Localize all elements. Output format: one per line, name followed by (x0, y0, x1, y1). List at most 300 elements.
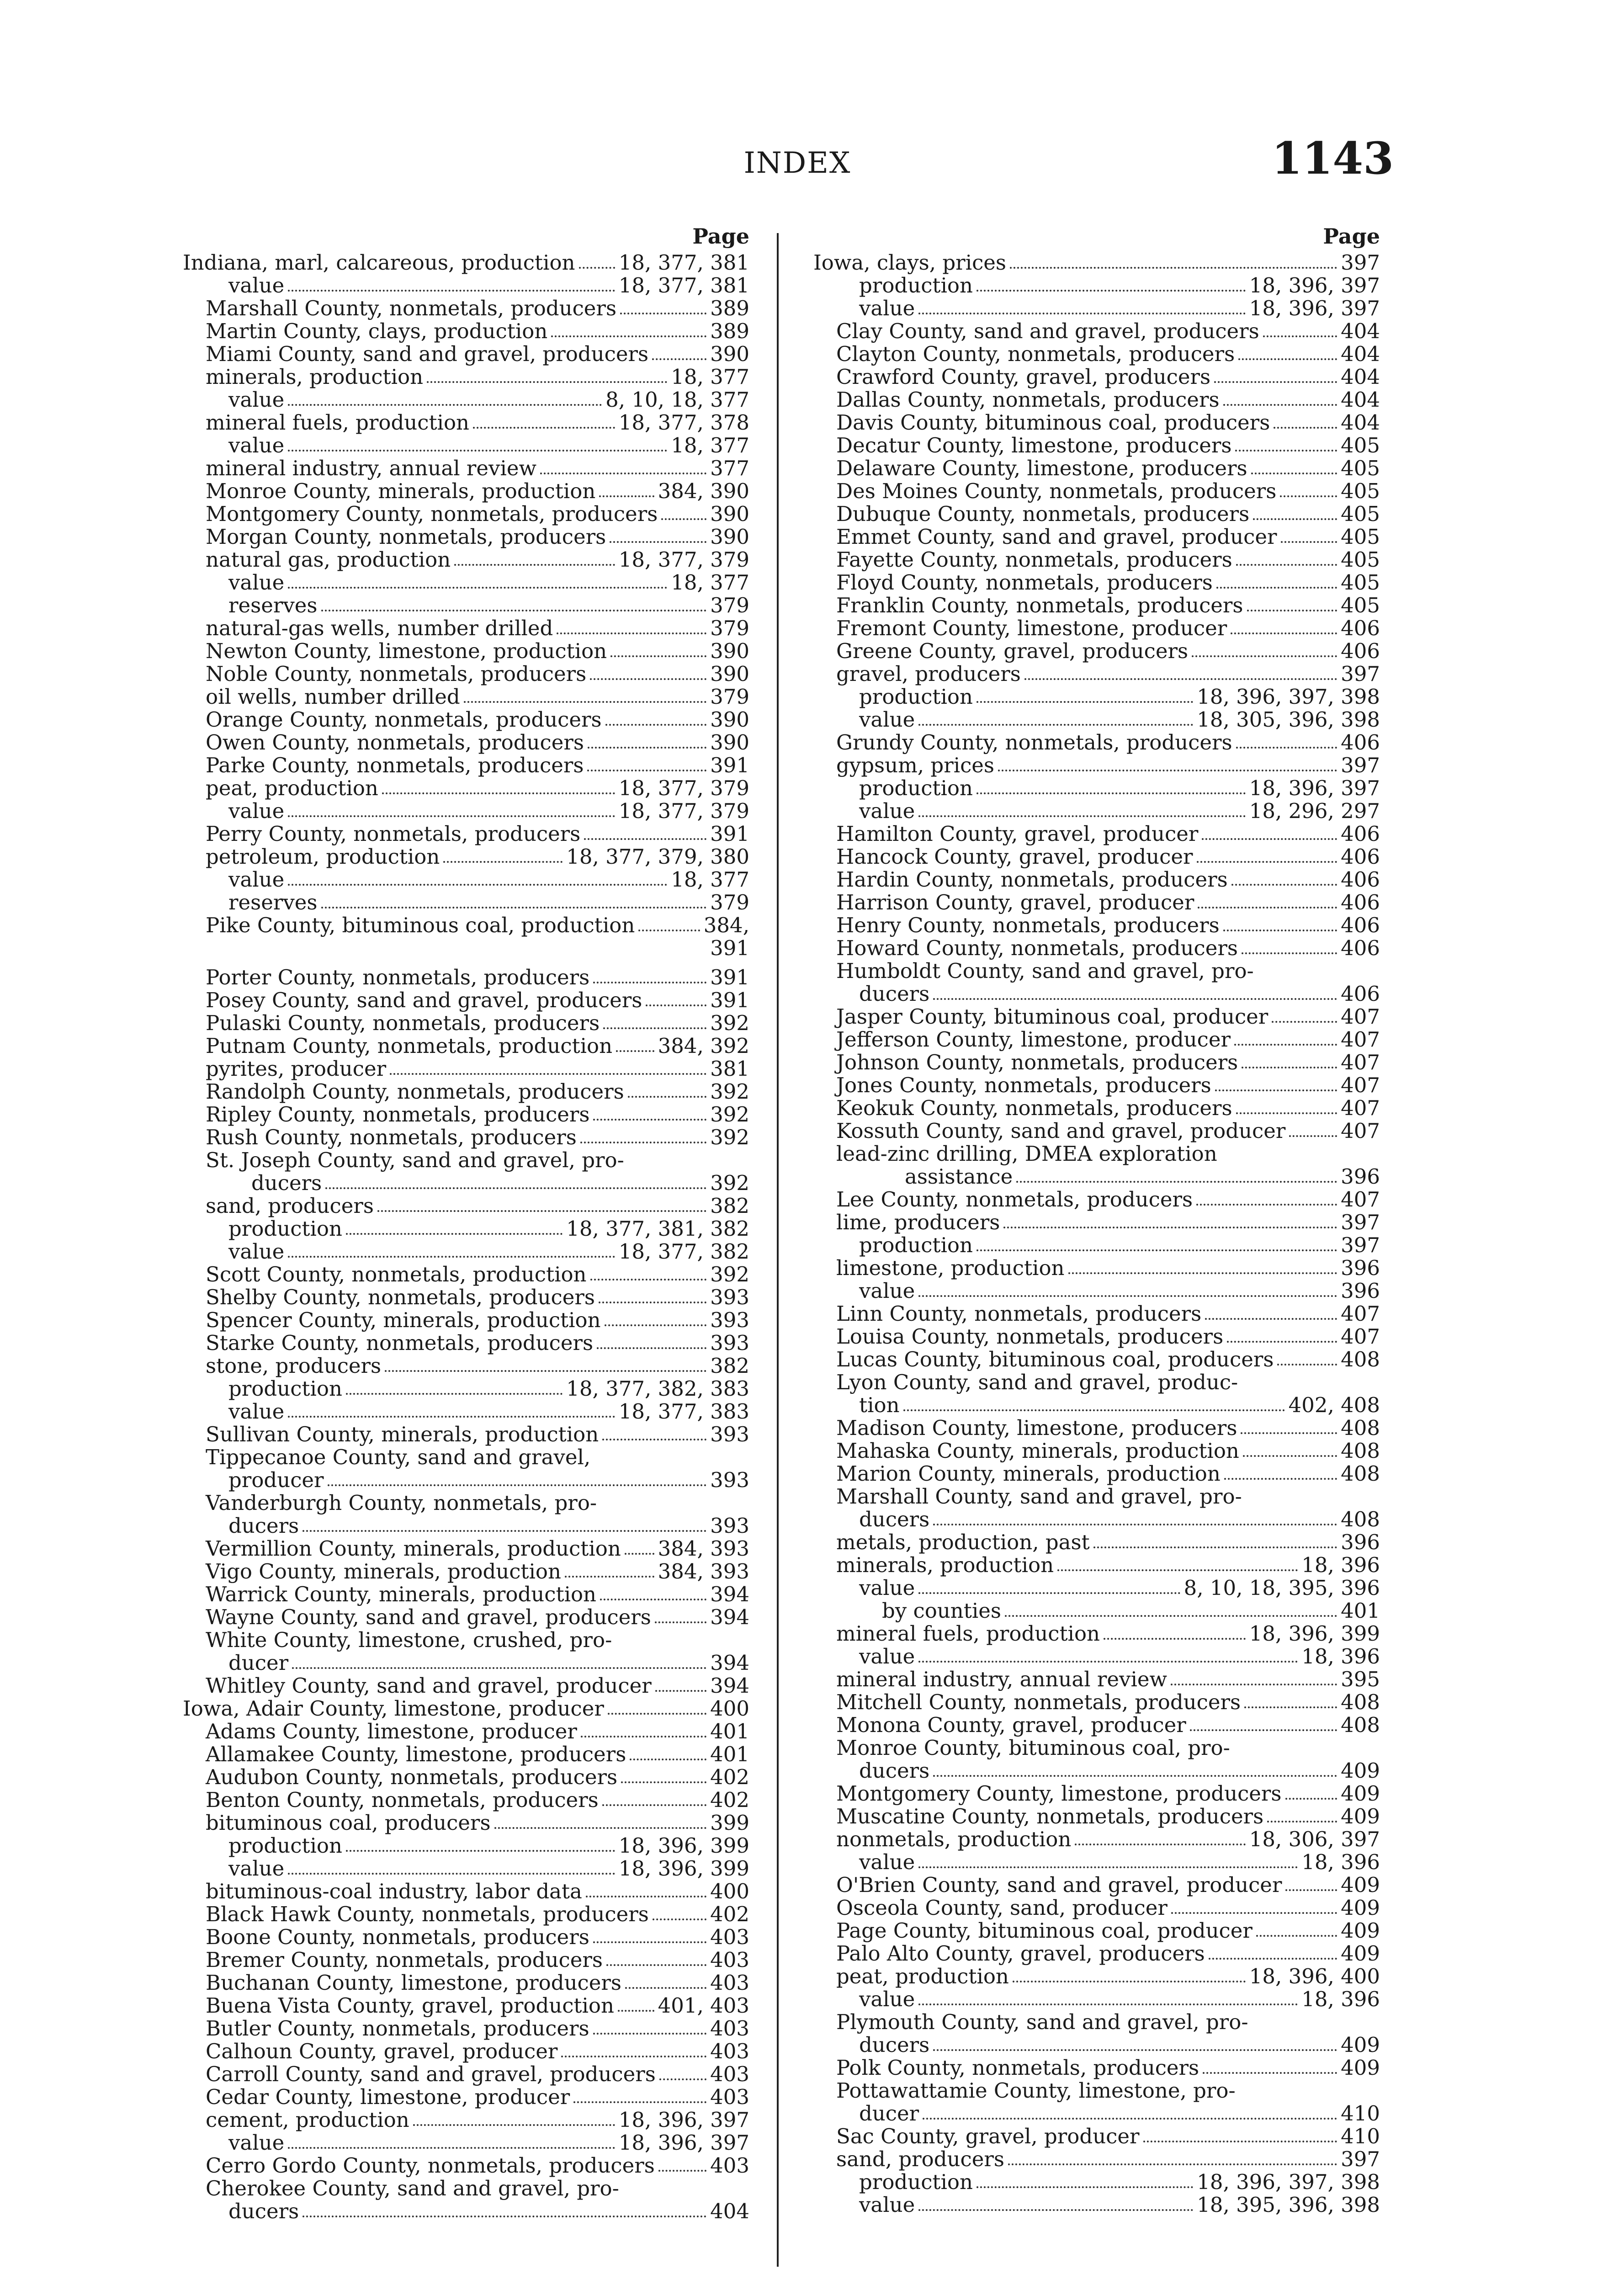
index-entry (183, 1217, 749, 1240)
entry-text: Emmet County, sand and gravel, producer (836, 525, 1277, 549)
dot-leader (977, 1249, 1337, 1251)
dot-leader (1285, 1798, 1337, 1800)
left-index-column (183, 224, 749, 2223)
entry-text: Vermillion County, minerals, production (206, 1536, 621, 1561)
entry-text: value (228, 799, 285, 823)
entry-pages: 396 (1341, 1164, 1380, 1189)
entry-pages: 392 (710, 1262, 749, 1286)
dot-leader (1238, 358, 1337, 360)
dot-leader (593, 1119, 706, 1121)
index-entry (813, 1805, 1380, 1828)
index-entry (183, 1629, 749, 1652)
dot-leader (1104, 1638, 1246, 1640)
index-entry (183, 1949, 749, 1971)
index-entry (183, 1743, 749, 1766)
index-entry (183, 2109, 749, 2131)
entry-pages: 18, 396, 397 (618, 2108, 749, 2132)
entry-pages: 18, 377, 379, 380 (566, 845, 749, 869)
entry-pages: 402 (710, 1765, 749, 1789)
entry-pages: 409 (1341, 1873, 1380, 1897)
index-entry (813, 754, 1380, 777)
dot-leader (1243, 1455, 1337, 1457)
entry-pages: 18, 395, 396, 398 (1197, 2193, 1380, 2217)
dot-leader (1241, 1432, 1337, 1434)
entry-text: Adams County, limestone, producer (206, 1719, 577, 1743)
index-entry (183, 411, 749, 434)
index-entry (183, 526, 749, 548)
index-entry (183, 1926, 749, 1949)
entry-text: lead-zinc drilling, DMEA exploration (836, 1142, 1217, 1166)
entry-text: value (859, 707, 915, 732)
index-entry (183, 2086, 749, 2109)
index-entry (183, 457, 749, 480)
dot-leader (903, 1409, 1285, 1411)
index-entry (813, 2034, 1380, 2056)
dot-leader (918, 1592, 1180, 1594)
index-entry (813, 1074, 1380, 1097)
entry-pages: 391 (710, 988, 749, 1012)
entry-pages: 409 (1341, 2033, 1380, 2057)
dot-leader (1224, 1478, 1337, 1480)
index-entry (183, 1377, 749, 1400)
entry-pages: 408 (1341, 1507, 1380, 1531)
index-entry (813, 1371, 1380, 1394)
dot-leader (628, 1096, 706, 1098)
entry-pages: 407 (1341, 1119, 1380, 1143)
index-entry (183, 1446, 749, 1469)
dot-leader (581, 1736, 706, 1738)
dot-leader (1274, 427, 1337, 429)
entry-text: Page County, bituminous coal, producer (836, 1918, 1252, 1943)
dot-leader (288, 884, 667, 886)
entry-text: Orange County, nonmetals, producers (206, 707, 602, 732)
entry-text: producer (228, 1468, 324, 1492)
entry-pages: 390 (710, 707, 749, 732)
entry-text: value (228, 570, 285, 595)
dot-leader (630, 1759, 706, 1760)
entry-pages: 18, 396, 397 (618, 2131, 749, 2155)
index-entry (183, 989, 749, 1012)
index-entry (183, 1263, 749, 1286)
dot-leader (1205, 1318, 1337, 1320)
dot-leader (1244, 1706, 1337, 1708)
index-entry (183, 297, 749, 320)
entry-pages: 406 (1341, 639, 1380, 663)
dot-leader (1013, 1981, 1246, 1982)
dot-leader (606, 1964, 706, 1966)
dot-leader (998, 770, 1337, 771)
index-entry (183, 2063, 749, 2086)
entry-pages: 379 (710, 616, 749, 640)
dot-leader (590, 1279, 707, 1281)
index-entry (813, 617, 1380, 640)
entry-pages: 18, 377, 379 (618, 547, 749, 572)
dot-leader (579, 267, 615, 269)
entry-text: Floyd County, nonmetals, producers (836, 570, 1213, 595)
entry-text: Cerro Gordo County, nonmetals, producers (206, 2153, 655, 2178)
dot-leader (1202, 838, 1337, 840)
dot-leader (1075, 1844, 1245, 1845)
entry-text: value (859, 1987, 915, 2011)
entry-pages: 405 (1341, 593, 1380, 617)
entry-text: Cherokee County, sand and gravel, pro- (206, 2176, 619, 2200)
entry-text: Clay County, sand and gravel, producers (836, 319, 1259, 343)
index-entry (813, 1577, 1380, 1600)
dot-leader (288, 290, 615, 292)
entry-text: value (228, 433, 285, 457)
dot-leader (658, 2170, 706, 2172)
dot-leader (1231, 632, 1337, 634)
dot-leader (1215, 1089, 1337, 1091)
entry-text: Porter County, nonmetals, producers (206, 965, 590, 989)
index-entry (813, 457, 1380, 480)
index-entry (813, 1280, 1380, 1302)
dot-leader (1253, 518, 1337, 520)
entry-text: Clayton County, nonmetals, producers (836, 342, 1235, 366)
index-entry (183, 1537, 749, 1560)
dot-leader (638, 930, 700, 931)
entry-pages: 408 (1341, 1416, 1380, 1440)
entry-text: Keokuk County, nonmetals, producers (836, 1096, 1232, 1120)
index-entry (813, 1554, 1380, 1577)
entry-text: Hardin County, nonmetals, producers (836, 867, 1228, 892)
entry-text: Carroll County, sand and gravel, producers (206, 2062, 656, 2086)
dot-leader (593, 2033, 706, 2035)
dot-leader (573, 2101, 706, 2103)
index-entry (183, 1560, 749, 1583)
entry-text: Martin County, clays, production (206, 319, 548, 343)
entry-pages: 404 (1341, 342, 1380, 366)
dot-leader (655, 1621, 706, 1623)
dot-leader (473, 427, 615, 429)
entry-text: Butler County, nonmetals, producers (206, 2016, 589, 2041)
entry-text: Noble County, nonmetals, producers (206, 662, 587, 686)
index-entry (183, 434, 749, 457)
entry-text: Marion County, minerals, production (836, 1461, 1221, 1486)
index-entry (183, 1789, 749, 1812)
index-entry (813, 1417, 1380, 1440)
index-entry (813, 845, 1380, 868)
entry-pages: 405 (1341, 547, 1380, 572)
entry-text: Greene County, gravel, producers (836, 639, 1189, 663)
entry-text: Howard County, nonmetals, producers (836, 936, 1238, 960)
entry-text: Parke County, nonmetals, producers (206, 753, 584, 777)
dot-leader (1214, 381, 1337, 383)
dot-leader (620, 313, 706, 314)
index-entry (183, 937, 749, 960)
entry-text: Ripley County, nonmetals, producers (206, 1102, 590, 1127)
entry-pages: 18, 396 (1301, 1987, 1380, 2011)
dot-leader (599, 1302, 706, 1303)
index-entry (813, 1942, 1380, 1965)
entry-pages: 18, 396, 397 (1249, 273, 1380, 298)
dot-leader (540, 473, 706, 474)
entry-text: minerals, production (836, 1553, 1054, 1577)
dot-leader (652, 358, 706, 360)
index-entry (813, 1234, 1380, 1257)
entry-text: Mitchell County, nonmetals, producers (836, 1690, 1241, 1714)
entry-pages: 18, 377 (671, 433, 749, 457)
dot-leader (303, 2216, 706, 2217)
entry-pages: 402 (710, 1902, 749, 1926)
entry-text: Grundy County, nonmetals, producers (836, 730, 1232, 755)
entry-text: assistance (905, 1164, 1013, 1189)
dot-leader (1010, 267, 1337, 269)
entry-pages: 18, 396, 397 (1249, 776, 1380, 800)
entry-pages: 399 (710, 1811, 749, 1835)
dot-leader (618, 2010, 654, 2012)
index-entry (813, 366, 1380, 388)
entry-pages: 393 (710, 1308, 749, 1332)
index-entry (813, 937, 1380, 960)
dot-leader (933, 998, 1337, 1000)
entry-pages: 391 (710, 936, 749, 960)
index-entry (183, 823, 749, 845)
entry-pages: 392 (710, 1102, 749, 1127)
entry-pages: 397 (1341, 662, 1380, 686)
index-entry (813, 2079, 1380, 2102)
index-entry (183, 251, 749, 274)
dot-leader (1223, 930, 1337, 931)
index-entry (813, 1394, 1380, 1417)
index-entry (813, 1737, 1380, 1759)
entry-text: Cedar County, limestone, producer (206, 2085, 570, 2109)
entry-pages: 390 (710, 502, 749, 526)
entry-pages: 18, 377, 383 (618, 1399, 749, 1424)
index-entry (813, 1691, 1380, 1714)
index-entry (813, 708, 1380, 731)
index-entry (183, 914, 749, 937)
dot-leader (464, 701, 706, 703)
entry-pages: 394 (710, 1674, 749, 1698)
index-entry (813, 1165, 1380, 1188)
index-entry (183, 663, 749, 686)
entry-text: Osceola County, sand, producer (836, 1896, 1168, 1920)
entry-text: mineral industry, annual review (206, 456, 537, 480)
dot-leader (918, 1295, 1337, 1297)
entry-pages: 405 (1341, 570, 1380, 595)
dot-leader (1234, 1044, 1337, 1046)
entry-text: Des Moines County, nonmetals, producers (836, 479, 1277, 503)
entry-pages: 396 (1341, 1256, 1380, 1280)
index-entry (183, 1994, 749, 2017)
entry-text: Warrick County, minerals, production (206, 1582, 597, 1606)
entry-text: bituminous-coal industry, labor data (206, 1879, 582, 1903)
dot-leader (590, 678, 706, 680)
index-entry (813, 2148, 1380, 2171)
entry-text: Boone County, nonmetals, producers (206, 1925, 589, 1949)
dot-leader (918, 2003, 1298, 2005)
index-entry (813, 1600, 1380, 1622)
entry-text: Sac County, gravel, producer (836, 2124, 1140, 2148)
entry-pages: 403 (710, 1971, 749, 1995)
entry-pages: 393 (710, 1422, 749, 1446)
entry-pages: 391 (710, 753, 749, 777)
entry-pages: 397 (1341, 2147, 1380, 2171)
index-entry (183, 2131, 749, 2154)
entry-pages: 410 (1341, 2124, 1380, 2148)
entry-text: Davis County, bituminous coal, producers (836, 410, 1270, 435)
index-entry (813, 1051, 1380, 1074)
entry-pages: 397 (1341, 250, 1380, 275)
index-entry (183, 1606, 749, 1629)
entry-pages: 406 (1341, 982, 1380, 1006)
entry-pages: 397 (1341, 1233, 1380, 1257)
entry-text: Indiana, marl, calcareous, production (183, 250, 575, 275)
entry-text: value (859, 1576, 915, 1600)
dot-leader (377, 1210, 706, 1212)
entry-text: Montgomery County, nonmetals, producers (206, 502, 658, 526)
entry-pages: 18, 377, 378 (618, 410, 749, 435)
dot-leader (1196, 1204, 1337, 1206)
dot-leader (557, 632, 706, 634)
entry-text: Henry County, nonmetals, producers (836, 913, 1220, 937)
entry-text: Dubuque County, nonmetals, producers (836, 502, 1250, 526)
index-entry (813, 411, 1380, 434)
index-entry (813, 891, 1380, 914)
dot-leader (346, 1233, 563, 1235)
entry-text: Marshall County, sand and gravel, pro- (836, 1484, 1242, 1509)
dot-leader (1197, 861, 1337, 863)
entry-text: Tippecanoe County, sand and gravel, (206, 1445, 591, 1469)
index-entry (813, 480, 1380, 503)
entry-text: pyrites, producer (206, 1057, 387, 1081)
entry-pages: 409 (1341, 1804, 1380, 1828)
entry-text: production (859, 776, 973, 800)
index-entry (813, 1668, 1380, 1691)
index-entry (813, 1759, 1380, 1782)
entry-pages: 394 (710, 1651, 749, 1675)
index-entry (813, 1142, 1380, 1165)
page-column-heading: Page (1323, 224, 1380, 249)
dot-leader (586, 1896, 706, 1897)
dot-leader (1285, 1889, 1337, 1891)
entry-text: peat, production (836, 1964, 1009, 1988)
dot-leader (600, 1599, 706, 1600)
index-entry (183, 1697, 749, 1720)
dot-leader (655, 1690, 706, 1692)
dot-leader (593, 982, 706, 983)
dot-leader (346, 1850, 615, 1852)
index-entries-left (183, 251, 749, 2223)
entry-pages: 407 (1341, 1050, 1380, 1074)
index-entry (183, 845, 749, 868)
right-index-column (813, 224, 1380, 2216)
dot-leader (1236, 564, 1337, 566)
dot-leader (616, 1050, 654, 1052)
dot-leader (1203, 2072, 1337, 2074)
index-entry (813, 1325, 1380, 1348)
entry-pages: 403 (710, 2085, 749, 2109)
dot-leader (1216, 587, 1337, 589)
dot-leader (1236, 747, 1337, 749)
index-entry (183, 480, 749, 503)
dot-leader (977, 701, 1193, 703)
entry-text: Buena Vista County, gravel, production (206, 1993, 614, 2018)
dot-leader (659, 2078, 706, 2080)
entry-text: production (228, 1217, 342, 1241)
entry-pages: 396 (1341, 1530, 1380, 1554)
entry-pages: 403 (710, 2039, 749, 2063)
entry-pages: 409 (1341, 1896, 1380, 1920)
dot-leader (918, 313, 1245, 314)
index-entry (813, 388, 1380, 411)
entry-pages: 18, 377 (671, 570, 749, 595)
index-entry (813, 503, 1380, 526)
dot-leader (454, 564, 615, 566)
entry-pages: 18, 377, 379 (618, 799, 749, 823)
index-entry (813, 548, 1380, 571)
entry-pages: 18, 377, 382, 383 (566, 1376, 749, 1401)
dot-leader (288, 404, 602, 406)
index-entry (813, 1919, 1380, 1942)
dot-leader (977, 290, 1246, 292)
dot-leader (918, 1866, 1298, 1868)
entry-pages: 393 (710, 1285, 749, 1309)
entry-text: value (859, 2193, 915, 2217)
dot-leader (977, 792, 1246, 794)
entry-text: Monroe County, bituminous coal, pro- (836, 1736, 1230, 1760)
index-entry (813, 731, 1380, 754)
dot-leader (625, 1553, 654, 1555)
entry-pages: 18, 396 (1301, 1850, 1380, 1874)
index-entry (813, 1188, 1380, 1211)
entry-pages: 392 (710, 1171, 749, 1195)
dot-leader (1242, 1067, 1337, 1068)
entry-pages: 392 (710, 1125, 749, 1149)
entry-text: O'Brien County, sand and gravel, producer (836, 1873, 1282, 1897)
index-entry (813, 1120, 1380, 1142)
entry-text: natural gas, production (206, 547, 451, 572)
entry-pages: 407 (1341, 1187, 1380, 1212)
entry-text: Marshall County, nonmetals, producers (206, 296, 617, 320)
entry-pages: 405 (1341, 456, 1380, 480)
dot-leader (561, 2056, 706, 2057)
index-entry (813, 526, 1380, 548)
index-entry (183, 1492, 749, 1514)
dot-leader (1247, 610, 1337, 611)
entry-pages: 18, 396, 399 (618, 1833, 749, 1858)
entry-text: Iowa, Adair County, limestone, producer (183, 1696, 604, 1721)
entry-text: White County, limestone, crushed, pro- (206, 1628, 612, 1652)
entry-text: Posey County, sand and gravel, producers (206, 988, 642, 1012)
dot-leader (1016, 1181, 1337, 1183)
index-entry (813, 2171, 1380, 2194)
entry-text: Jones County, nonmetals, producers (836, 1073, 1211, 1097)
entry-text: Audubon County, nonmetals, producers (206, 1765, 618, 1789)
entry-text: Rush County, nonmetals, producers (206, 1125, 577, 1149)
index-entry (183, 571, 749, 594)
entry-pages: 404 (1341, 319, 1380, 343)
dot-leader (605, 1324, 707, 1326)
entry-pages: 384, (703, 913, 749, 937)
entry-text: Pulaski County, nonmetals, producers (206, 1011, 600, 1035)
dot-leader (1272, 1021, 1337, 1023)
index-entry (183, 1971, 749, 1994)
index-entry (813, 663, 1380, 686)
page-column-heading: Page (692, 224, 749, 249)
index-entry (183, 274, 749, 297)
index-entry (183, 800, 749, 823)
entry-pages: 409 (1341, 1759, 1380, 1783)
entry-text: Newton County, limestone, production (206, 639, 607, 663)
index-entry (813, 2125, 1380, 2148)
dot-leader (653, 1918, 706, 1920)
entry-text: mineral industry, annual review (836, 1667, 1168, 1691)
index-entry (183, 1057, 749, 1080)
entry-text: value (228, 1239, 285, 1264)
index-entry (813, 1531, 1380, 1554)
